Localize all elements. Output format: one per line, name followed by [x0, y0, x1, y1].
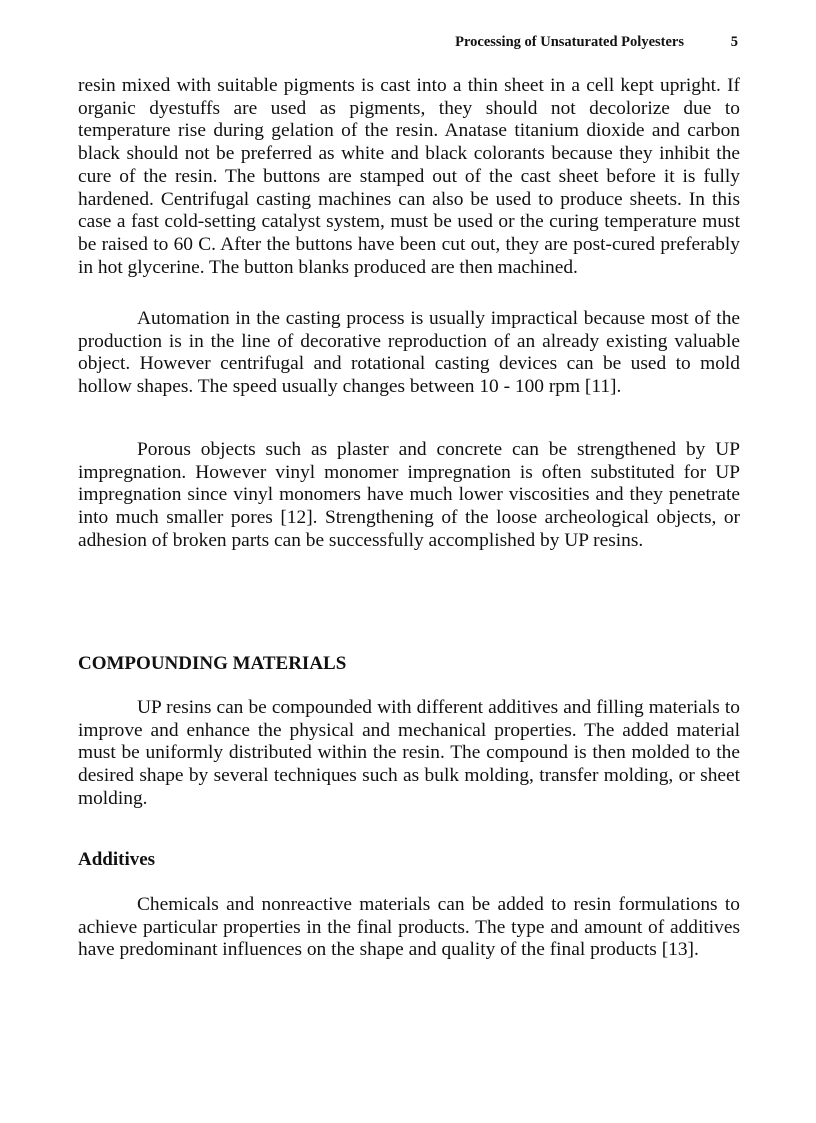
paragraph-impregnation: Porous objects such as plaster and concrete can be strengthened by UP impregnation. However vinyl monomer impregnation is often substituted for UP impregnation since vinyl monomers have much lower viscosities and they penetrate into much smaller pores [12]. Strengthening of the loose archeological objects, or adhesion of broken parts can be successfully accomplished by UP resins.: [78, 439, 740, 551]
running-title: Processing of Unsaturated Polyesters: [455, 34, 684, 50]
paragraph-automation: Automation in the casting process is usually impractical because most of the production is in the line of decorative reproduction of an already existing valuable object. However centrifugal and rotational casting devices can be used to mold hollow shapes. The speed usually changes between 10 - 100 rpm [11].: [78, 308, 740, 398]
paragraph-casting-sheets: resin mixed with suitable pigments is cast into a thin sheet in a cell kept upright. If organic dyestuffs are used as pigments, they should not decolorize due to temperature rise during gelation of the resin. Anatase titanium dioxide and carbon black should not be preferred as white and black colorants because they inhibit the cure of the resin. The buttons are stamped out of the cast sheet before it is fully hardened. Centrifugal casting machines can also be used to produce sheets. In this case a fast cold-setting catalyst system, must be used or the curing temperature must be raised to 60 C. After the buttons have been cut out, they are post-cured preferably in hot glycerine. The button blanks produced are then machined.: [78, 75, 740, 278]
subsection-heading: Additives: [78, 849, 156, 870]
section-heading: COMPOUNDING MATERIALS: [78, 653, 347, 674]
paragraph-compounding: UP resins can be compounded with different additives and filling materials to improve and enhance the physical and mechanical properties. The added material must be uniformly distributed within the resin. The compound is then molded to the desired shape by several techniques such as bulk molding, transfer molding, or sheet molding.: [78, 697, 740, 809]
paragraph-additives: Chemicals and nonreactive materials can be added to resin formulations to achieve particular properties in the final products. The type and amount of additives have predominant influences on the shape and quality of the final products [13].: [78, 894, 740, 961]
page-number: 5: [730, 34, 738, 50]
